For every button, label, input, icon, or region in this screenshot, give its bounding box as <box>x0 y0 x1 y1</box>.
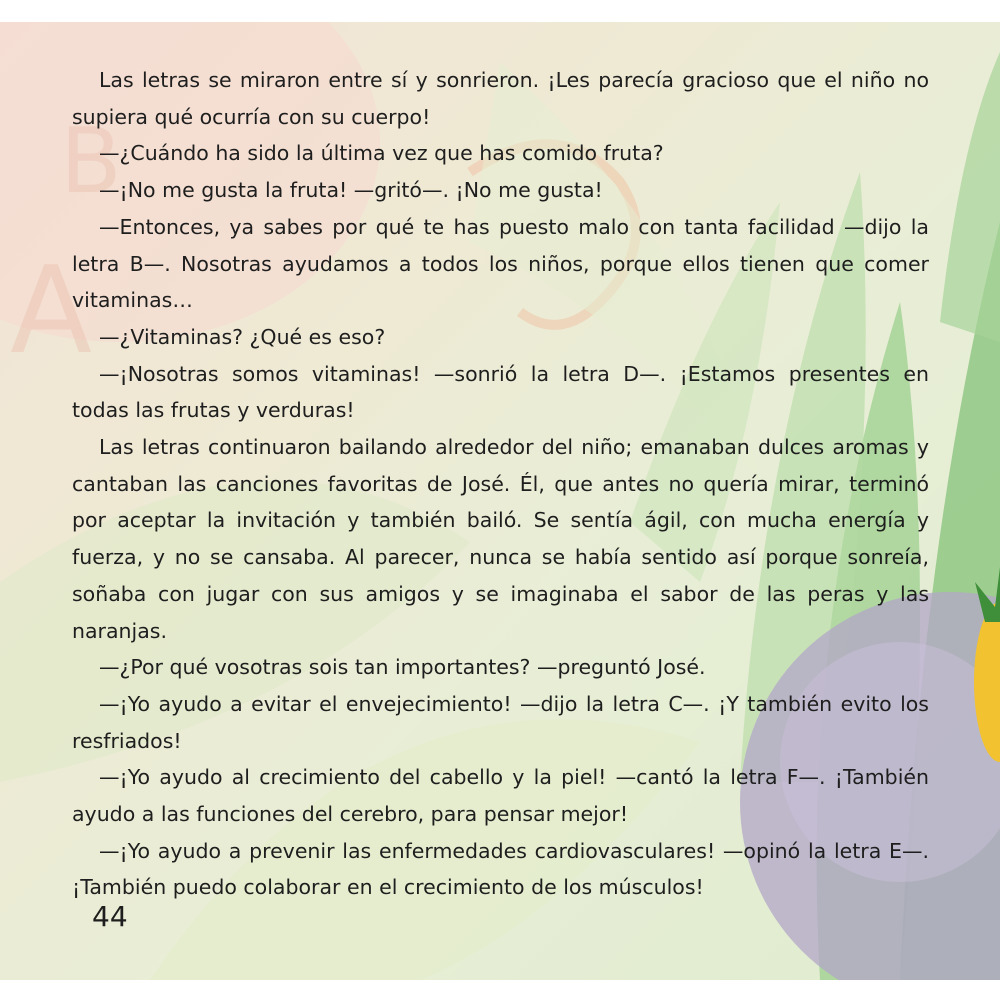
paragraph-11: —¡Yo ayudo a prevenir las enfermedades cardiovasculares! —opinó la letra E—. ¡También puedo colaborar en el crecimiento de los músculos! <box>72 838 929 900</box>
page-number: 44 <box>92 900 128 933</box>
green-leaf-4 <box>940 52 1000 342</box>
paragraph-9: —¡Yo ayudo a evitar el envejecimiento! —dijo la letra C—. ¡Y también evito los resfriados! <box>72 691 929 753</box>
faded-letter-b: B <box>60 109 122 214</box>
paragraph-2: —¿Cuándo ha sido la última vez que has comido fruta? <box>99 141 664 166</box>
paragraph-7: Las letras continuaron bailando alrededor del niño; emanaban dulces aromas y cantaban las canciones favoritas de José. Él, que antes no quería mirar, terminó por aceptar la invitación y también bailó. Se sentía ágil, con mucha energía y fuerza, y no se cansaba. Al parecer, nunca se había sentido así porque sonreía, soñaba con jugar con sus amigos y se imaginaba el sabor de las peras y las naranjas. <box>72 435 929 643</box>
paragraph-4: —Entonces, ya sabes por qué te has puesto malo con tanta facilidad —dijo la letra B—. Nosotras ayudamos a todos los niños, porque ellos tienen que comer vitaminas… <box>72 214 929 313</box>
paragraph-1: Las letras se miraron entre sí y sonrieron. ¡Les parecía gracioso que el niño no supiera qué ocurría con su cuerpo! <box>72 68 929 129</box>
paragraph-3: —¡No me gusta la fruta! —gritó—. ¡No me gusta! <box>99 178 603 203</box>
paragraph-10: —¡Yo ayudo al crecimiento del cabello y la piel! —cantó la letra F—. ¡También ayudo a las funciones del cerebro, para pensar mejor! <box>72 765 929 827</box>
paragraph-5: —¿Vitaminas? ¿Qué es eso? <box>99 324 386 349</box>
paragraph-8: —¿Por qué vosotras sois tan importantes? —preguntó José. <box>99 655 706 680</box>
paragraph-6: —¡Nosotras somos vitaminas! —sonrió la letra D—. ¡Estamos presentes en todas las frutas y verduras! <box>72 361 929 423</box>
story-text <box>72 62 929 906</box>
top-margin <box>0 0 1000 22</box>
faded-letter-a: A <box>10 242 93 381</box>
